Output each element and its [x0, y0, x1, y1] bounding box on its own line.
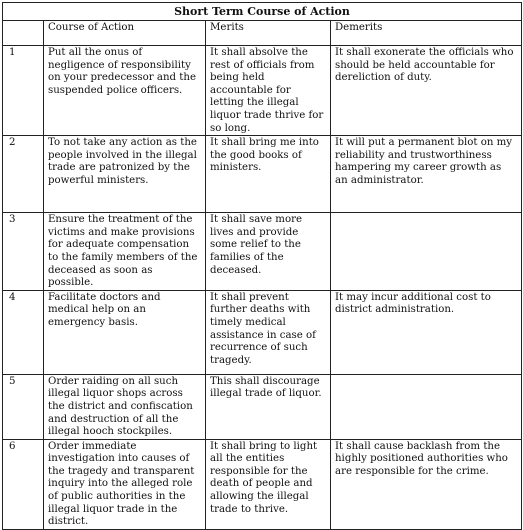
course-of-action-cell: Ensure the treatment of the victims and make provisions for adequate compensation to the family members of the deceased as soon as possible. — [44, 213, 206, 291]
course-of-action-table — [2, 2, 522, 530]
table-title: Short Term Course of Action — [3, 3, 522, 21]
row-number: 6 — [3, 439, 44, 529]
header-number — [3, 21, 44, 46]
merits-cell: This shall discourage illegal trade of liquor. — [206, 374, 331, 439]
course-of-action-cell: Facilitate doctors and medical help on an emergency basis. — [44, 290, 206, 374]
table-row — [3, 136, 522, 213]
demerits-cell: It shall exonerate the officials who should be held accountable for dereliction of duty. — [331, 46, 522, 136]
demerits-cell: It shall cause backlash from the highly positioned authorities who are responsible for the crime. — [331, 439, 522, 529]
merits-cell: It shall prevent further deaths with timely medical assistance in case of recurrence of such tragedy. — [206, 290, 331, 374]
merits-cell: It shall absolve the rest of officials from being held accountable for letting the illegal liquor trade thrive for so long. — [206, 46, 331, 136]
row-number: 3 — [3, 213, 44, 291]
demerits-cell — [331, 213, 522, 291]
table-row — [3, 213, 522, 291]
table-row — [3, 439, 522, 529]
header-merits: Merits — [206, 21, 331, 46]
demerits-cell: It may incur additional cost to district administration. — [331, 290, 522, 374]
course-of-action-cell: To not take any action as the people involved in the illegal trade are patronized by the powerful ministers. — [44, 136, 206, 213]
row-number: 5 — [3, 374, 44, 439]
merits-cell: It shall bring to light all the entities responsible for the death of people and allowing the illegal trade to thrive. — [206, 439, 331, 529]
table-title-row — [3, 3, 522, 21]
row-number: 2 — [3, 136, 44, 213]
course-of-action-cell: Order raiding on all such illegal liquor shops across the district and confiscation and destruction of all the illegal hooch stockpiles. — [44, 374, 206, 439]
course-of-action-cell: Put all the onus of negligence of responsibility on your predecessor and the suspended police officers. — [44, 46, 206, 136]
row-number: 1 — [3, 46, 44, 136]
demerits-cell: It will put a permanent blot on my reliability and trustworthiness hampering my career growth as an administrator. — [331, 136, 522, 213]
merits-cell: It shall bring me into the good books of ministers. — [206, 136, 331, 213]
header-demerits: Demerits — [331, 21, 522, 46]
table-row — [3, 374, 522, 439]
course-of-action-cell: Order immediate investigation into causes of the tragedy and transparent inquiry into the alleged role of public authorities in the illegal liquor trade in the district. — [44, 439, 206, 529]
table-row — [3, 290, 522, 374]
merits-cell: It shall save more lives and provide some relief to the families of the deceased. — [206, 213, 331, 291]
course-of-action-document — [2, 2, 521, 528]
demerits-cell — [331, 374, 522, 439]
table-header-row — [3, 21, 522, 46]
header-course-of-action: Course of Action — [44, 21, 206, 46]
table-row — [3, 46, 522, 136]
row-number: 4 — [3, 290, 44, 374]
